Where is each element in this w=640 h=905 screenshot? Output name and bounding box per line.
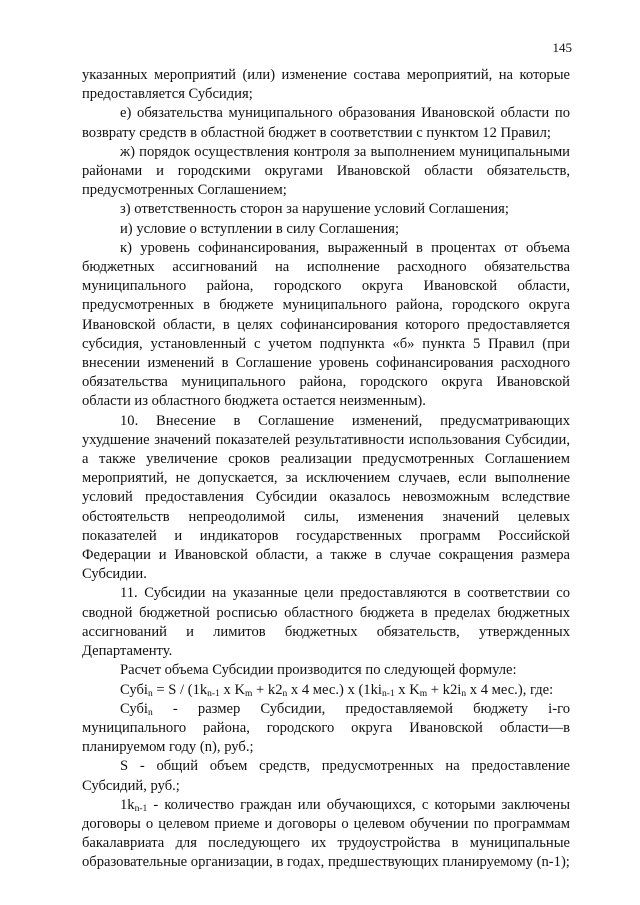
paragraph-item-e: е) обязательства муниципального образования Ивановской области по возврату средств в областной бюджет в соответствии с пунктом 12 Правил; bbox=[82, 105, 570, 141]
definition-1k: $1k_{n-1}$ - количество граждан или обучающихся, с которыми заключены договоры о целевом приеме и договоры о целевом обучении по программам бакалавриата для последующего их трудоустройства в муниципальные образовательные организации, в годах, предшествующих планируемому (n-1); bbox=[82, 796, 570, 871]
definition-s: S - общий объем средств, предусмотренных на предоставление Субсидий, руб.; bbox=[82, 758, 570, 794]
subsidy-formula: Субі$_n$ = S / ($1k_{n-1}$ x $K_m + k2_n$ x 4 мес.) x ($1ki_{n-1}$ x $K_m + k2i_n$ x 4 мес.), где: bbox=[120, 681, 554, 699]
paragraph-continuation: указанных мероприятий (или) изменение состава мероприятий, на которые предоставляется Субсидия; bbox=[82, 67, 570, 103]
paragraph-item-i: и) условие о вступлении в силу Соглашения; bbox=[120, 220, 400, 237]
definition-subi: Субі$_n$ - размер Субсидии, предоставляемой бюджету і-го муниципального района, городского округа Ивановской области—в планируемом году (n), руб.; bbox=[82, 700, 570, 756]
paragraph-item-k: к) уровень софинансирования, выраженный в процентах от объема бюджетных ассигнований на исполнение расходного обязательства муниципального района, городского округа Ивановской области, предусмотренных в бюджете муниципального района, городского округа Ивановской области, в целях софинансирования которого предоставляется субсидия, установленный с учетом подпункта «б» пункта 5 Правил (при внесении изменений в Соглашение уровень софинансирования расходного обязательства муниципального района, городского округа Ивановской области из областного бюджета остается неизменным). bbox=[82, 239, 570, 410]
paragraph-11: 11. Субсидии на указанные цели предоставляются в соответствии со сводной бюджетной росписью областного бюджета в пределах бюджетных ассигнований и лимитов бюджетных обязательств, утвержденных Департаменту. bbox=[82, 585, 570, 660]
paragraph-calculation: Расчет объема Субсидии производится по следующей формуле: bbox=[120, 662, 517, 679]
document-body bbox=[82, 66, 570, 873]
paragraph-item-z: з) ответственность сторон за нарушение условий Соглашения; bbox=[120, 201, 509, 218]
page-number: 145 bbox=[552, 40, 572, 55]
paragraph-item-zh: ж) порядок осуществления контроля за выполнением муниципальными районами и городскими округами Ивановской области обязательств, предусмотренных Соглашением; bbox=[82, 143, 570, 199]
paragraph-10: 10. Внесение в Соглашение изменений, предусматривающих ухудшение значений показателей результативности использования Субсидии, а также увеличение сроков реализации предусмотренных Соглашением мероприятий, не допускается, за исключением случаев, если выполнение условий предоставления Субсидии оказалось невозможным вследствие обстоятельств непреодолимой силы, изменения значений целевых показателей и индикаторов государственных программ Российской Федерации и Ивановской области, а также в случае сокращения размера Субсидии. bbox=[82, 412, 570, 583]
